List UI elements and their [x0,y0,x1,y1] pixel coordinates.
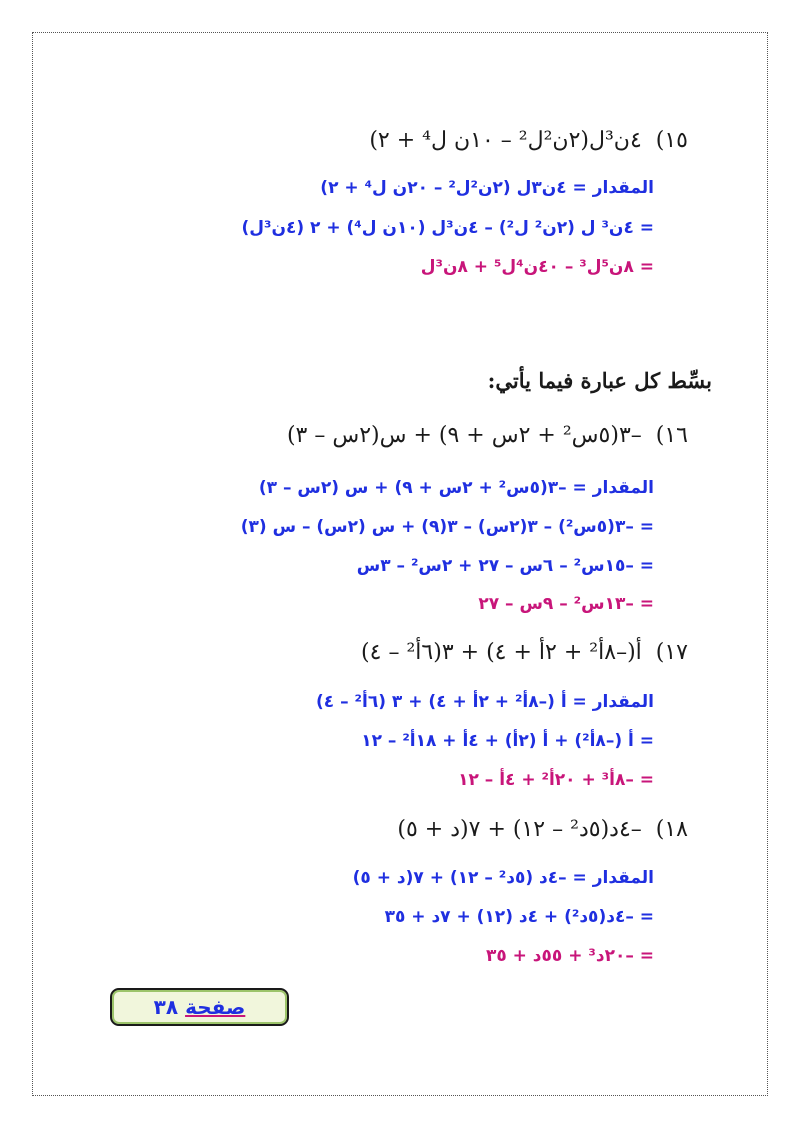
work-line: المقدار = أ (–٨أ² + ٢أ + ٤) + ٣ (٦أ² – ٤) [316,692,654,712]
work-line: = –١٥س² – ٦س – ٢٧ + ٢س² – ٣س [356,556,654,576]
problem-number: ١٦ [664,423,688,448]
problem-15: ١٥) ٤ن³ل(٢ن²ل² – ١٠ن ل⁴ + ٢) [369,128,688,153]
work-line: = –٣(٥س²) – ٣(٢س) – ٣(٩) + س (٢س) – س (٣) [240,517,654,537]
problem-expression: –٣(٥س² + ٢س + ٩) + س(٢س – ٣) [286,423,642,448]
page-label-word: صفحة [185,995,246,1019]
work-line: = –٤د(٥د²) + ٤د (١٢) + ٧د + ٣٥ [384,907,654,927]
problem-expression: ٤ن³ل(٢ن²ل² – ١٠ن ل⁴ + ٢) [369,128,642,153]
work-line: المقدار = –٣(٥س² + ٢س + ٩) + س (٢س – ٣) [258,478,654,498]
work-line: المقدار = –٤د (٥د² – ١٢) + ٧(د + ٥) [352,868,654,888]
answer-line: = –٨أ³ + ٢٠أ² + ٤أ – ١٢ [458,770,654,790]
section-heading: بسِّط كل عبارة فيما يأتي: [487,368,712,393]
work-line: = أ (–٨أ²) + أ (٢أ) + ٤أ + ١٨أ² – ١٢ [361,731,654,751]
problem-number: ١٥ [664,128,688,153]
problem-number: ١٨ [664,817,688,842]
answer-line: = ٨ن⁵ل³ – ٤٠ن⁴ل⁵ + ٨ن³ل [420,257,654,277]
page-label-number: ٣٨ [153,995,179,1019]
problem-17: ١٧) أ(–٨أ² + ٢أ + ٤) + ٣(٦أ² – ٤) [361,640,688,665]
answer-line: = –٢٠د³ + ٥٥د + ٣٥ [485,946,654,966]
answer-line: = –١٣س² – ٩س – ٢٧ [478,594,654,614]
work-line: المقدار = ٤ن٣ل (٢ن²ل² – ٢٠ن ل⁴ + ٢) [320,178,654,198]
problem-expression: أ(–٨أ² + ٢أ + ٤) + ٣(٦أ² – ٤) [361,640,642,665]
problem-expression: –٤د(٥د² – ١٢) + ٧(د + ٥) [397,817,642,842]
problem-number: ١٧ [664,640,688,665]
problem-18: ١٨) –٤د(٥د² – ١٢) + ٧(د + ٥) [397,817,688,842]
problem-16: ١٦) –٣(٥س² + ٢س + ٩) + س(٢س – ٣) [286,423,688,448]
work-line: = ٤ن³ ل (٢ن² ل²) – ٤ن³ل (١٠ن ل⁴) + ٢ (٤ن³ل) [241,218,654,238]
page-number-badge [110,988,289,1026]
